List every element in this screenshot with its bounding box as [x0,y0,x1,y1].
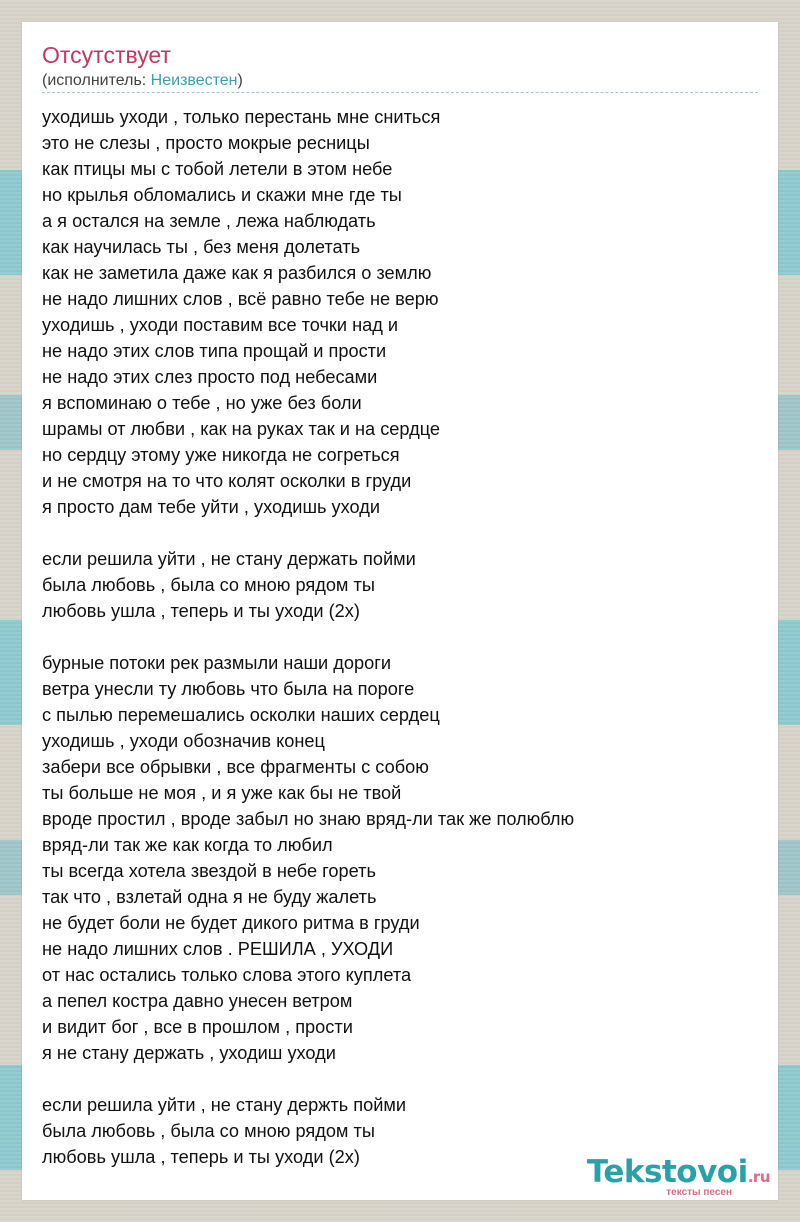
logo-tagline: тексты песен [666,1187,732,1198]
logo-name: Tekstovoi [586,1154,748,1190]
logo-domain: .ru [747,1168,770,1186]
lyric-line: от нас остались только слова этого куплета [42,965,412,985]
lyric-line: если решила уйти , не стану держть пойми [42,1095,407,1115]
artist-prefix: (исполнитель: [42,72,151,89]
lyric-line: забери все обрывки , все фрагменты с собою [42,757,429,777]
lyric-line: шрамы от любви , как на руках так и на сердце [42,419,441,439]
lyric-line: но сердцу этому уже никогда не согреться [42,445,400,465]
lyric-line: ты больше не моя , и я уже как бы не твой [42,783,402,803]
lyric-line: была любовь , была со мною рядом ты [42,1121,375,1141]
lyric-line: но крылья обломались и скажи мне где ты [42,185,402,205]
lyric-line: не надо лишних слов , всё равно тебе не верю [42,289,439,309]
lyric-line: уходишь , уходи обозначив конец [42,731,325,751]
lyric-line: не надо этих слов типа прощай и прости [42,341,387,361]
lyric-line: уходишь , уходи поставим все точки над и [42,315,399,335]
lyric-line: так что , взлетай одна я не буду жалеть [42,887,377,907]
lyric-line: уходишь уходи , только перестань мне сниться [42,107,441,127]
lyric-line: как птицы мы с тобой летели в этом небе [42,159,393,179]
lyric-line: как научилась ты , без меня долетать [42,237,361,257]
song-title: Отсутствует [42,42,171,68]
divider [42,92,758,93]
lyric-line: с пылью перемешались осколки наших сердец [42,705,440,725]
lyric-line: и видит бог , все в прошлом , прости [42,1017,353,1037]
lyric-line: любовь ушла , теперь и ты уходи (2x) [42,601,360,621]
lyric-line: ветра унесли ту любовь что была на пороге [42,679,415,699]
lyric-line: а я остался на земле , лежа наблюдать [42,211,376,231]
artist-suffix: ) [237,72,243,89]
lyric-line: была любовь , была со мною рядом ты [42,575,375,595]
lyric-line: не надо этих слез просто под небесами [42,367,378,387]
lyric-line: вроде простил , вроде забыл но знаю вряд-ли так же полюблю [42,809,575,829]
lyric-line: вряд-ли так же как когда то любил [42,835,333,855]
stanza-break [42,520,574,546]
lyric-line: я вспоминаю о тебе , но уже без боли [42,393,362,413]
lyric-line: не надо лишних слов . РЕШИЛА , УХОДИ [42,939,394,959]
lyric-line: и не смотря на то что колят осколки в груди [42,471,412,491]
lyric-line: бурные потоки рек размыли наши дороги [42,653,391,673]
lyrics-card [22,22,778,1200]
lyric-line: это не слезы , просто мокрые ресницы [42,133,370,153]
lyric-line: я не стану держать , уходиш уходи [42,1043,336,1063]
artist-line [42,72,243,90]
logo-wordmark [586,1154,770,1190]
stanza-break [42,1066,574,1092]
lyric-line: если решила уйти , не стану держать пойми [42,549,416,569]
lyric-line: как не заметила даже как я разбился о землю [42,263,432,283]
site-logo[interactable] [586,1154,770,1198]
artist-link[interactable]: Неизвестен [150,72,238,89]
lyric-line: не будет боли не будет дикого ритма в груди [42,913,420,933]
lyric-line: я просто дам тебе уйти , уходишь уходи [42,497,381,517]
lyrics-text [42,104,574,1170]
lyric-line: любовь ушла , теперь и ты уходи (2x) [42,1147,360,1167]
lyric-line: ты всегда хотела звездой в небе гореть [42,861,376,881]
stanza-break [42,624,574,650]
lyric-line: а пепел костра давно унесен ветром [42,991,353,1011]
